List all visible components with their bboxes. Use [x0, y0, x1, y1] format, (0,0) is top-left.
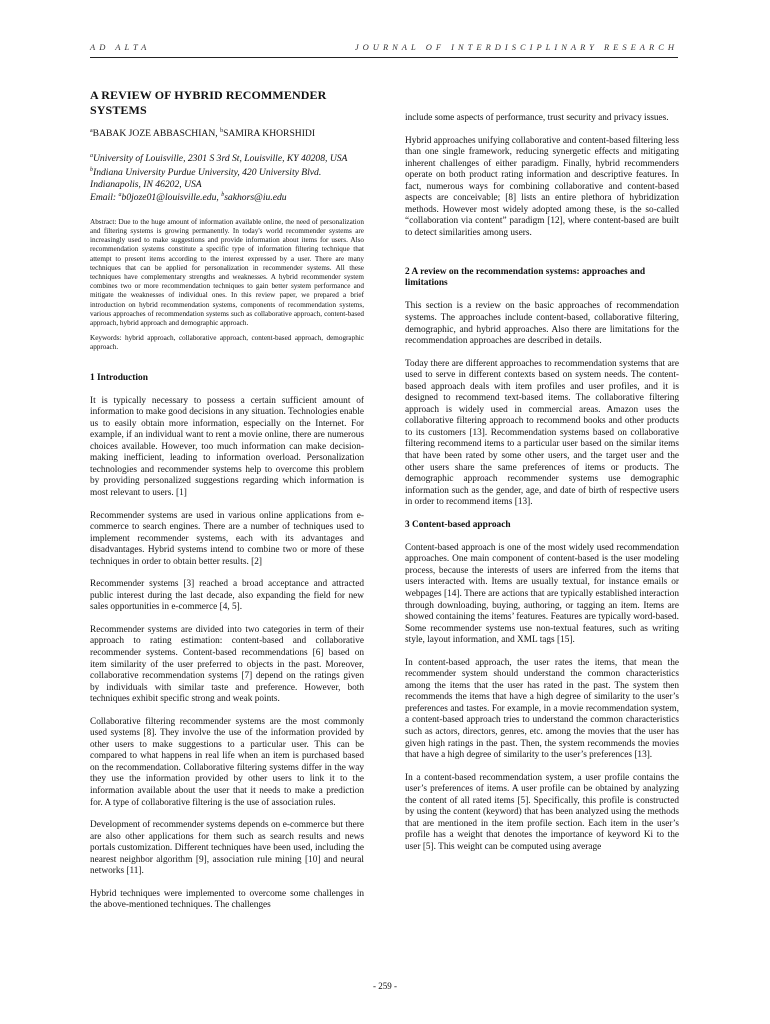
paragraph: This section is a review on the basic approaches of recommendation systems. The approaches include content-based, collaborative filtering, demographic, and hybrid approaches. Also there are limitations for the recommendation approaches are described in details.	[405, 301, 679, 347]
paragraph: Collaborative filtering recommender systems are the most commonly used systems [8]. They involve the use of the information provided by other users to make suggestions to a particular user. This can be compared to what happens in real life when an item is purchased based on the recommendation. Collaborative filtering systems differ in the way they use the information provided by other users to link it to the information available about the user that it needs to make a prediction for. A type of collaborative filtering is the use of association rules.	[90, 716, 364, 808]
right-column	[405, 113, 679, 864]
email-a-mark: a	[118, 192, 122, 199]
running-header-right: JOURNAL OF INTERDISCIPLINARY RESEARCH	[354, 42, 678, 52]
paper-title: A REVIEW OF HYBRID RECOMMENDER SYSTEMS	[90, 88, 327, 117]
author-b-mark: b	[220, 128, 224, 134]
paragraph: Recommender systems are used in various online applications from e-commerce to search engines. There are a number of techniques used to implement recommender systems, each with its advantages and disadvantages. Hybrid systems intend to combine two or more of these techniques in order to obtain better results. [2]	[90, 510, 364, 567]
author-b: SAMIRA KHORSHIDI	[223, 128, 316, 140]
aff-a-mark: a	[90, 153, 93, 160]
affiliation-b: Indiana University Purdue University, 420 University Blvd. Indianapolis, IN 46202, USA	[90, 167, 322, 190]
paragraph: Recommender systems are divided into two categories in term of their approach to rating estimation: content-based and collaborative recommender systems. Content-based recommendations [6] based on item similarity of the user preferred to objects in the past. Moreover, collaborative recommendation systems [7] depend on the ratings given by individuals with similar taste and preference. However, both techniques exhibit specific strong and weak points.	[90, 624, 364, 705]
section-heading-review: 2 A review on the recommendation systems: approaches and limitations	[405, 267, 646, 289]
paragraph: Development of recommender systems depends on e-commerce but there are also other applications for them such as search results and news portals customization. Different techniques have been used, including the nearest neighbor algorithm [9], association rule mining [10] and neural networks [11].	[90, 820, 364, 877]
page-number: - 259 -	[373, 981, 397, 991]
abstract: Abstract: Due to the huge amount of information available online, the need of personalization and filtering systems is growing permanently. In today's world recommender systems are increasingly used to make suggestions and provide information about items for users. Also recommendation systems constitute a specific type of information filtering technique that attempt to present items according to the interest expressed by a user. There are many techniques that can be applied for personalization in recommender systems. All these techniques have complementary strengths and weaknesses. A hybrid recommender system combines two or more recommendation techniques to gain better system performance and mitigate the weaknesses of individual ones. In this review paper, we prepared a brief introduction on hybrid recommendation systems, components of recommendation systems, various approaches of recommendation systems such as collaborative approach, content-based approach, hybrid approach and demographic approach.	[90, 217, 364, 327]
author-a-mark: a	[90, 128, 93, 134]
paragraph: Today there are different approaches to recommendation systems that are used to serve in different contexts based on system needs. The content-based approach deals with item profiles and user profiles, and it is designed to recommend text-based items. The collaborative filtering approach is widely used in commercial areas. Amazon uses the collaborative filtering approach to recommend books and other products to its customers [13]. Recommendation systems based on collaborative filtering recommend items to a particular user based on the similar items that have been rated by some other users, and the target user and the other users share the same preferences of items or products. The demographic approach recommender systems use demographic information such as the gender, age, and date of birth of respective users in order to recommend items [13].	[405, 358, 679, 508]
paragraph: It is typically necessary to possess a certain sufficient amount of information to make good decisions in any situation. Technologies enable us to easily obtain more information, especially on the Internet. For example, if an individual want to rent a movie online, there are numerous choices available. However, too much information can make decision-making inefficient, leading to information overload. Personalization technologies and recommender systems help to overcome this problem by providing personalized suggestions regarding which information is most relevant to users. [1]	[90, 395, 364, 498]
aff-b-mark: b	[90, 166, 93, 173]
email-a: b0joze01@louisville.edu,	[121, 192, 222, 204]
paragraph: Recommender systems [3] reached a broad acceptance and attracted public interest during the last decade, also expanding the field for new sales opportunities in e-commerce [4, 5].	[90, 579, 364, 613]
email-b: sakhors@iu.edu	[224, 192, 287, 204]
affiliations	[90, 151, 364, 204]
email-b-mark: b	[221, 192, 225, 199]
paragraph: Content-based approach is one of the most widely used recommendation approaches. One main component of content-based is the user modeling process, because the interests of users are inferred from the items that users interacted with. Items are usually textual, for instance emails or webpages [14]. There are actions that are typically established interaction through downloading, buying, authoring, or tagging an item. Items are showed containing the items’ features. Features are typically word-based. Some recommender systems use non-textual features, such as writing style, layout information, and XML tags [15].	[405, 542, 679, 646]
left-column	[90, 88, 364, 923]
paragraph: In content-based approach, the user rates the items, that mean the recommender system should understand the common characteristics among the items that the user has rated in the past. The system then recommends the items that have a high degree of similarity to the user’s preferences and tastes. For example, in a movie recommendation system, a content-based approach tries to understand the common characteristics such as actors, directors, genres, etc. among the movies that the user has given high ratings in the past. Then, the system recommends the movies that have a high degree of similarity to the user’s preferences [13].	[405, 657, 679, 761]
paragraph: Hybrid techniques were implemented to overcome some challenges in the above-mentioned techniques. The challenges	[90, 888, 364, 911]
paragraph: Hybrid approaches unifying collaborative and content-based filtering less than one single framework, reducing synergetic effects and mitigating inherent challenges of either paradigm. Finally, hybrid recommenders operate on both product rating information and descriptive features. In fact, numerous ways for combining collaborative and content-based aspects are conceivable; [8] lists an entire plethora of hybridization methods. However most widely adopted among these, is the so-called “collaboration via content” paradigm [12], where content-based are built to detect similarities among users.	[405, 135, 679, 238]
header-rule	[90, 57, 678, 58]
keywords: Keywords: hybrid approach, collaborative approach, content-based approach, demographic approach.	[90, 334, 364, 352]
affiliation-a: University of Louisville, 2301 S 3rd St, Louisville, KY 40208, USA	[93, 153, 348, 165]
paragraph: include some aspects of performance, trust security and privacy issues.	[405, 113, 669, 123]
section-heading-content-based: 3 Content-based approach	[405, 519, 511, 530]
email-prefix: Email:	[90, 192, 119, 204]
author-a: BABAK JOZE ABBASCHIAN,	[92, 128, 221, 140]
author-list	[90, 128, 364, 139]
running-header-left: AD ALTA	[90, 42, 151, 52]
email-line	[90, 190, 364, 204]
paragraph: In a content-based recommendation system, a user profile contains the user’s preferences of items. A user profile can be obtained by analyzing the content of all rated items [5]. Specifically, this profile is constructed by using the content (keyword) that has been analyzed using the methods that are mentioned in the item profile section. Each item in the user’s profile has a weight that denotes the importance of keyword Ki to the user [5]. This weight can be computed using average	[405, 772, 679, 852]
section-heading-introduction: 1 Introduction	[90, 372, 148, 383]
